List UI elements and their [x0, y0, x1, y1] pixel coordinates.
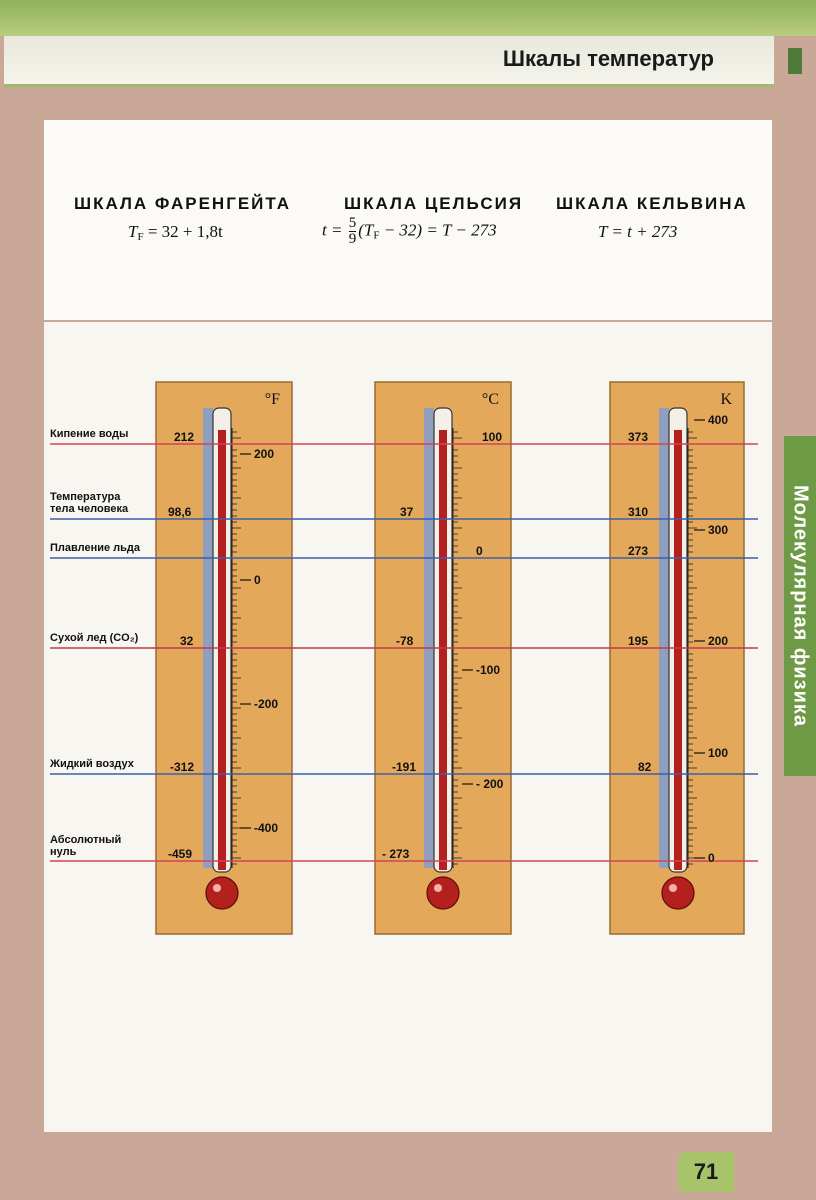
row-label-line: тела человека [50, 503, 129, 515]
fahrenheit-bulb-highlight [213, 884, 221, 892]
celsius-row-value: 0 [476, 544, 483, 558]
kelvin-row-value: 373 [628, 430, 649, 444]
celsius-tick-label: - 200 [476, 777, 504, 791]
celsius-title: ШКАЛА ЦЕЛЬСИЯ [344, 194, 524, 213]
kelvin-bulb-highlight [669, 884, 677, 892]
page-title: Шкалы температур [502, 46, 714, 71]
side-tab-label: Молекулярная физика [789, 485, 812, 727]
fahrenheit-row-value: 212 [174, 430, 195, 444]
kelvin-title: ШКАЛА КЕЛЬВИНА [556, 194, 748, 213]
kelvin-tick-label: 100 [708, 746, 729, 760]
row-label [50, 758, 134, 770]
kelvin-tube-shadow [659, 408, 669, 868]
kelvin-bulb [662, 877, 694, 909]
row-label-line: Кипение воды [50, 428, 129, 440]
celsius-formula: t = $\frac{5}{9}$ $(T_F - 32) = T - 273$ [322, 215, 497, 247]
row-label-line: Плавление льда [50, 542, 141, 554]
kelvin-row-value: 310 [628, 505, 649, 519]
kelvin-row-value: 195 [628, 634, 649, 648]
fahrenheit-mercury-column [218, 430, 226, 870]
kelvin-row-value: 273 [628, 544, 649, 558]
kelvin-mercury-column [674, 430, 682, 870]
fahrenheit-tick-label: -200 [254, 697, 279, 711]
row-label [50, 491, 128, 515]
page-number: 71 [678, 1152, 734, 1192]
fahrenheit-tube-shadow [203, 408, 213, 868]
row-label [50, 428, 128, 440]
celsius-row-value: 37 [400, 505, 414, 519]
celsius-tube-shadow [424, 408, 434, 868]
row-label-line: Сухой лед (CO₂) [50, 632, 139, 644]
celsius-row-value: -78 [396, 634, 414, 648]
celsius-bulb [427, 877, 459, 909]
celsius-bulb-highlight [434, 884, 442, 892]
kelvin-tick-label: 300 [708, 523, 729, 537]
celsius-tick-label: -100 [476, 663, 501, 677]
celsius-row-value: - 273 [382, 847, 410, 861]
kelvin-formula: T = t + 273 [598, 222, 678, 241]
kelvin-tick-label: 200 [708, 634, 729, 648]
kelvin-tick-label: 0 [708, 851, 715, 865]
fahrenheit-row-value: -459 [168, 847, 193, 861]
celsius-mercury-column [439, 430, 447, 870]
row-label [50, 834, 121, 858]
fahrenheit-formula: $T_F = 32 + 1,8t$ [128, 222, 223, 243]
fahrenheit-title: ШКАЛА ФАРЕНГЕЙТА [74, 194, 291, 213]
row-label [50, 542, 140, 554]
row-label-line: нуль [50, 846, 77, 858]
fahrenheit-unit: °F [264, 391, 280, 408]
fahrenheit-tick-label: 0 [254, 573, 261, 587]
row-label-line: Жидкий воздух [50, 758, 134, 770]
kelvin-unit: K [720, 391, 732, 408]
fahrenheit-bulb [206, 877, 238, 909]
kelvin-tick-label: 400 [708, 413, 729, 427]
kelvin-row-value: 82 [638, 760, 652, 774]
celsius-row-value: 100 [482, 430, 503, 444]
fahrenheit-tick-label: 200 [254, 447, 275, 461]
fahrenheit-row-value: -312 [170, 760, 195, 774]
celsius-row-value: -191 [392, 760, 417, 774]
row-label-line: Абсолютный [50, 834, 122, 846]
fahrenheit-row-value: 98,6 [168, 505, 192, 519]
fahrenheit-tick-label: -400 [254, 821, 279, 835]
row-label [50, 632, 138, 644]
row-label-line: Температура [50, 491, 121, 503]
celsius-unit: °C [481, 391, 499, 408]
fahrenheit-row-value: 32 [180, 634, 194, 648]
